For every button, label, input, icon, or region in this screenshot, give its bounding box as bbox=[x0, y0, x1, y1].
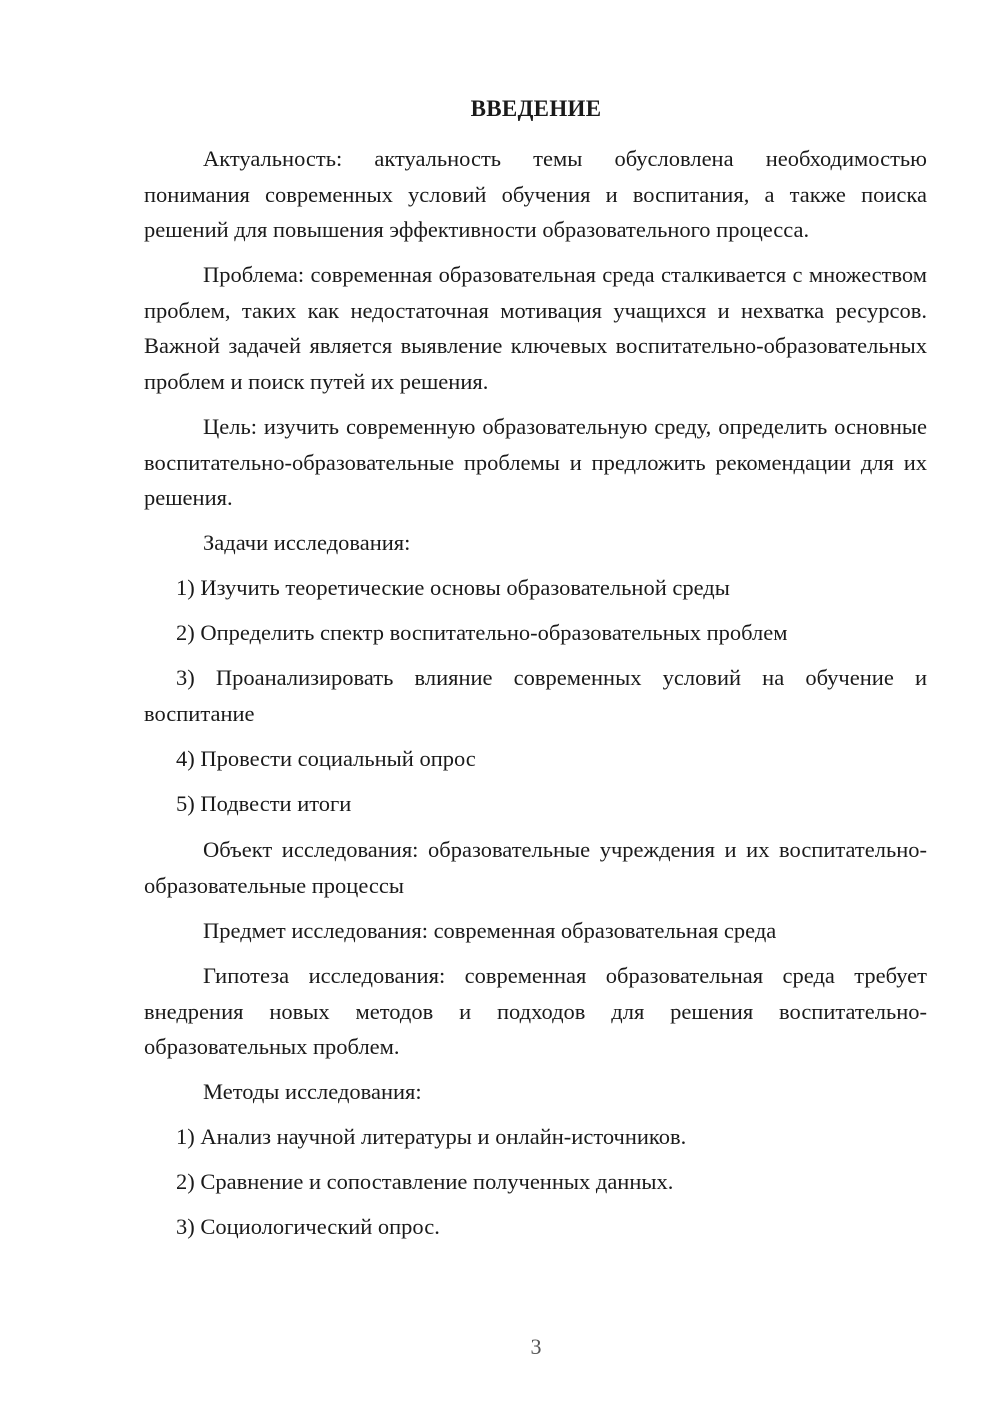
task-item-3: 3) Проанализировать влияние современных условий на обучение и воспитание bbox=[144, 665, 927, 726]
paragraph-hypothesis: Гипотеза исследования: современная образовательная среда требует внедрения новых методов и подходов для решения воспитательно-образовательных проблем. bbox=[144, 963, 927, 1059]
method-item-1: 1) Анализ научной литературы и онлайн-источников. bbox=[176, 1124, 687, 1149]
method-item-3: 3) Социологический опрос. bbox=[176, 1214, 440, 1239]
task-item-5: 5) Подвести итоги bbox=[176, 791, 352, 816]
task-item-4: 4) Провести социальный опрос bbox=[176, 746, 476, 771]
task-item-1: 1) Изучить теоретические основы образовательной среды bbox=[176, 575, 730, 600]
tasks-heading: Задачи исследования: bbox=[203, 530, 411, 555]
page-title: ВВЕДЕНИЕ bbox=[470, 96, 602, 121]
paragraph-object: Объект исследования: образовательные учреждения и их воспитательно-образовательные процессы bbox=[144, 837, 927, 898]
paragraph-problem: Проблема: современная образовательная среда сталкивается с множеством проблем, таких как недостаточная мотивация учащихся и нехватка ресурсов. Важной задачей является выявление ключевых воспитательно-образовательных проблем и поиск путей их решения. bbox=[144, 262, 927, 394]
method-item-2: 2) Сравнение и сопоставление полученных данных. bbox=[176, 1169, 674, 1194]
paragraph-subject: Предмет исследования: современная образовательная среда bbox=[203, 918, 777, 943]
task-item-2: 2) Определить спектр воспитательно-образовательных проблем bbox=[176, 620, 788, 645]
paragraph-goal: Цель: изучить современную образовательную среду, определить основные воспитательно-образовательные проблемы и предложить рекомендации для их решения. bbox=[144, 414, 927, 510]
page-number: 3 bbox=[530, 1334, 542, 1359]
methods-heading: Методы исследования: bbox=[203, 1079, 422, 1104]
paragraph-relevance: Актуальность: актуальность темы обусловлена необходимостью понимания современных условий обучения и воспитания, а также поиска решений для повышения эффективности образовательного процесса. bbox=[144, 146, 927, 242]
